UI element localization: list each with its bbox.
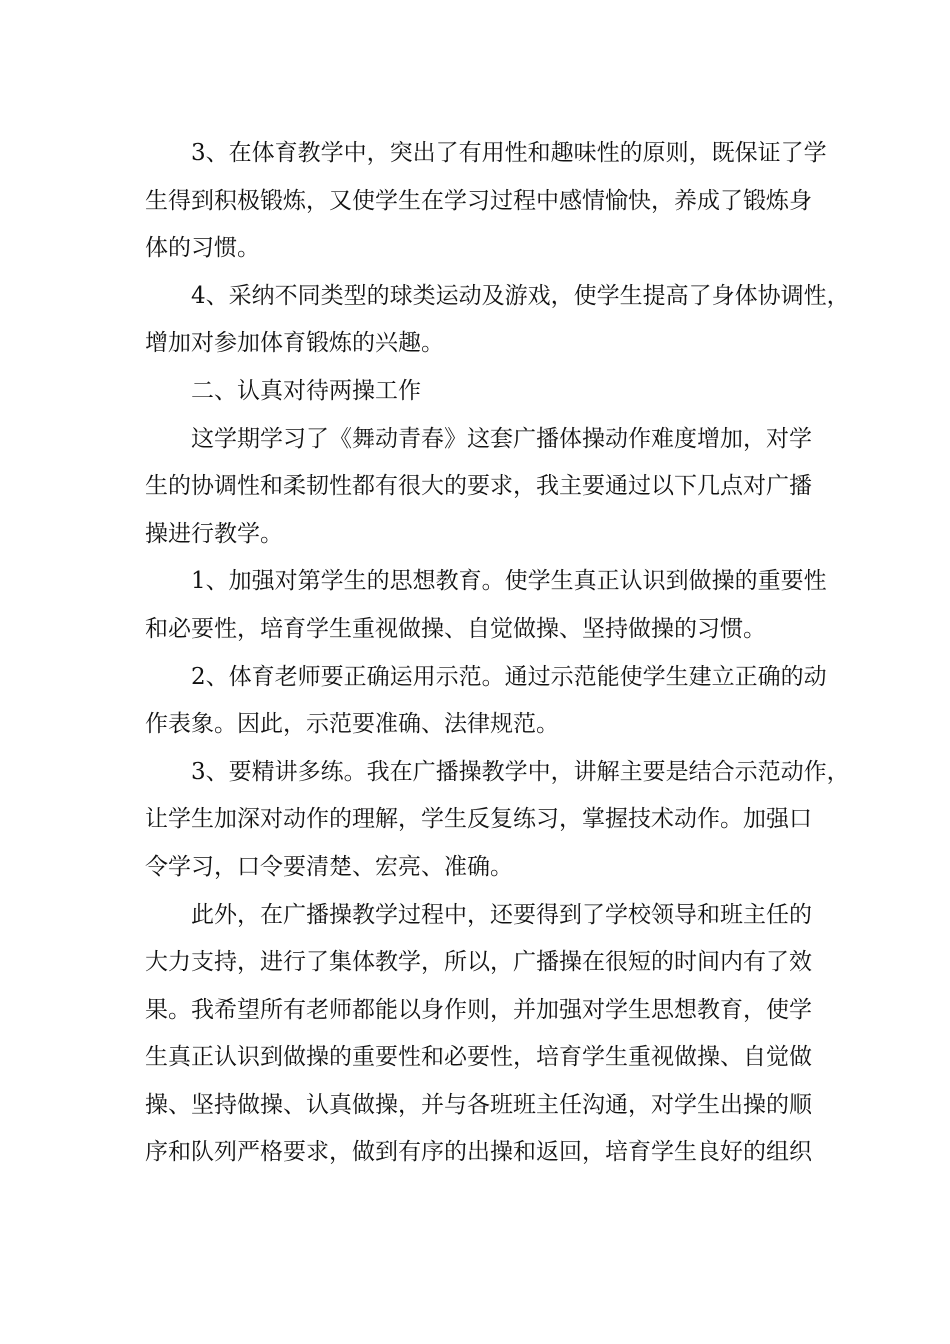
section-heading-two bbox=[145, 368, 825, 416]
text-line: 3、要精讲多练。我在广播操教学中，讲解主要是结合示范动作， bbox=[191, 758, 850, 785]
text-line: 4、采纳不同类型的球类运动及游戏，使学生提高了身体协调性， bbox=[191, 282, 850, 309]
paragraph-moreover bbox=[145, 892, 825, 1178]
text-line: 生的协调性和柔韧性都有很大的要求，我主要通过以下几点对广播 bbox=[145, 473, 812, 500]
text-line: 体的习惯。 bbox=[145, 235, 260, 262]
text-line: 令学习，口令要清楚、宏亮、准确。 bbox=[145, 853, 513, 880]
paragraph-item-3-practical-interest bbox=[145, 130, 825, 273]
text-line: 生真正认识到做操的重要性和必要性，培育学生重视做操、自觉做 bbox=[145, 1044, 812, 1071]
text-line: 操进行教学。 bbox=[145, 520, 283, 547]
text-line: 操、坚持做操、认真做操，并与各班班主任沟通，对学生出操的顺 bbox=[145, 1091, 812, 1118]
text-line: 2、体育老师要正确运用示范。通过示范能使学生建立正确的动 bbox=[191, 663, 827, 690]
text-line: 果。我希望所有老师都能以身作则，并加强对学生思想教育，使学 bbox=[145, 996, 812, 1023]
text-line: 大力支持，进行了集体教学，所以，广播操在很短的时间内有了效 bbox=[145, 949, 812, 976]
paragraph-this-semester bbox=[145, 416, 825, 559]
text-line: 1、加强对第学生的思想教育。使学生真正认识到做操的重要性 bbox=[191, 568, 827, 595]
text-line: 序和队列严格要求，做到有序的出操和返回，培育学生良好的组织 bbox=[145, 1139, 812, 1166]
paragraph-item-2-demonstration bbox=[145, 654, 825, 749]
paragraph-item-1-ideology bbox=[145, 558, 825, 653]
document-body bbox=[145, 130, 850, 1177]
text-line: 和必要性，培育学生重视做操、自觉做操、坚持做操的习惯。 bbox=[145, 615, 766, 642]
text-line: 增加对参加体育锻炼的兴趣。 bbox=[145, 330, 444, 357]
text-line: 此外，在广播操教学过程中，还要得到了学校领导和班主任的 bbox=[191, 901, 812, 928]
section-heading-text: 二、认真对待两操工作 bbox=[191, 377, 421, 404]
text-line: 这学期学习了《舞动青春》这套广播体操动作难度增加，对学 bbox=[191, 425, 812, 452]
text-line: 3、在体育教学中，突出了有用性和趣味性的原则，既保证了学 bbox=[191, 140, 827, 166]
text-line: 作表象。因此，示范要准确、法律规范。 bbox=[145, 711, 559, 738]
text-line: 生得到积极锻炼，又使学生在学习过程中感情愉快，养成了锻炼身 bbox=[145, 187, 812, 214]
text-line: 让学生加深对动作的理解，学生反复练习，掌握技术动作。加强口 bbox=[145, 806, 812, 833]
paragraph-item-3-explain-practice bbox=[145, 749, 850, 892]
paragraph-item-4-ball-games bbox=[145, 273, 850, 368]
